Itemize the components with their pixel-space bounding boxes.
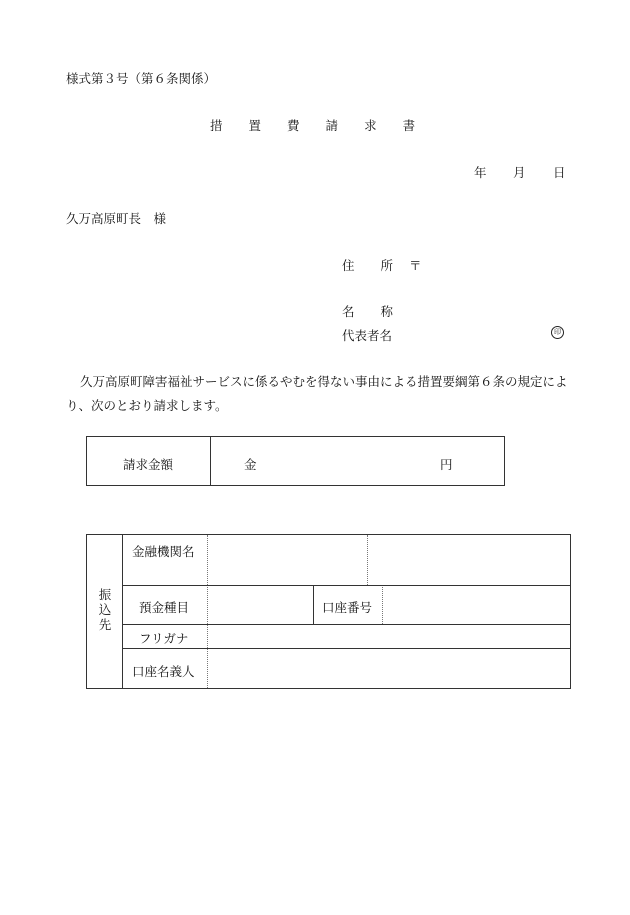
date-day-label: 日 [553,165,566,180]
divider [122,535,123,688]
name-label-char: 称 [380,304,394,319]
representative-label: 代表者名 [342,328,393,343]
addressee: 久万高原町長 様 [66,211,167,226]
document-title [210,116,415,134]
name-label-char: 名 [342,304,355,319]
furigana-label: フリガナ [139,631,189,646]
yen-label: 円 [440,457,453,472]
form-number: 様式第３号（第６条関係） [66,71,217,86]
claim-amount-label: 請求金額 [123,457,174,472]
date-month-label: 月 [513,165,526,180]
kin-label: 金 [244,457,257,472]
divider [122,648,570,649]
transfer-destination-table [86,534,571,689]
divider [207,624,208,648]
account-number-label: 口座番号 [322,600,373,615]
seal-icon: 印 [551,326,564,339]
date-year-label: 年 [474,165,487,180]
claim-amount-box [86,436,505,486]
account-holder-label: 口座名義人 [132,664,195,679]
name-label [342,302,393,320]
request-statement: 久万高原町障害福祉サービスに係るやむを得ない事由による措置要綱第６条の規定により、次のとおり請求します。 [66,374,568,413]
address-label-char: 所 [380,258,394,273]
divider [210,437,211,485]
bank-name-label: 金融機関名 [132,544,195,559]
divider [382,585,383,624]
title-char: 費 [287,118,300,133]
title-char: 求 [364,118,377,133]
divider [122,624,570,625]
divider [313,585,314,624]
divider [207,535,208,585]
title-char: 書 [402,118,416,133]
postal-mark: 〒 [409,258,422,273]
title-char: 置 [248,118,262,133]
divider [207,648,208,688]
divider [367,535,368,585]
deposit-type-label: 預金種目 [139,600,190,615]
divider [122,585,570,586]
title-char: 請 [325,118,339,133]
address-label [342,256,393,274]
address-label-char: 住 [342,258,355,273]
divider [207,585,208,624]
transfer-side-label: 振込先 [98,587,112,632]
title-char: 措 [210,118,223,133]
